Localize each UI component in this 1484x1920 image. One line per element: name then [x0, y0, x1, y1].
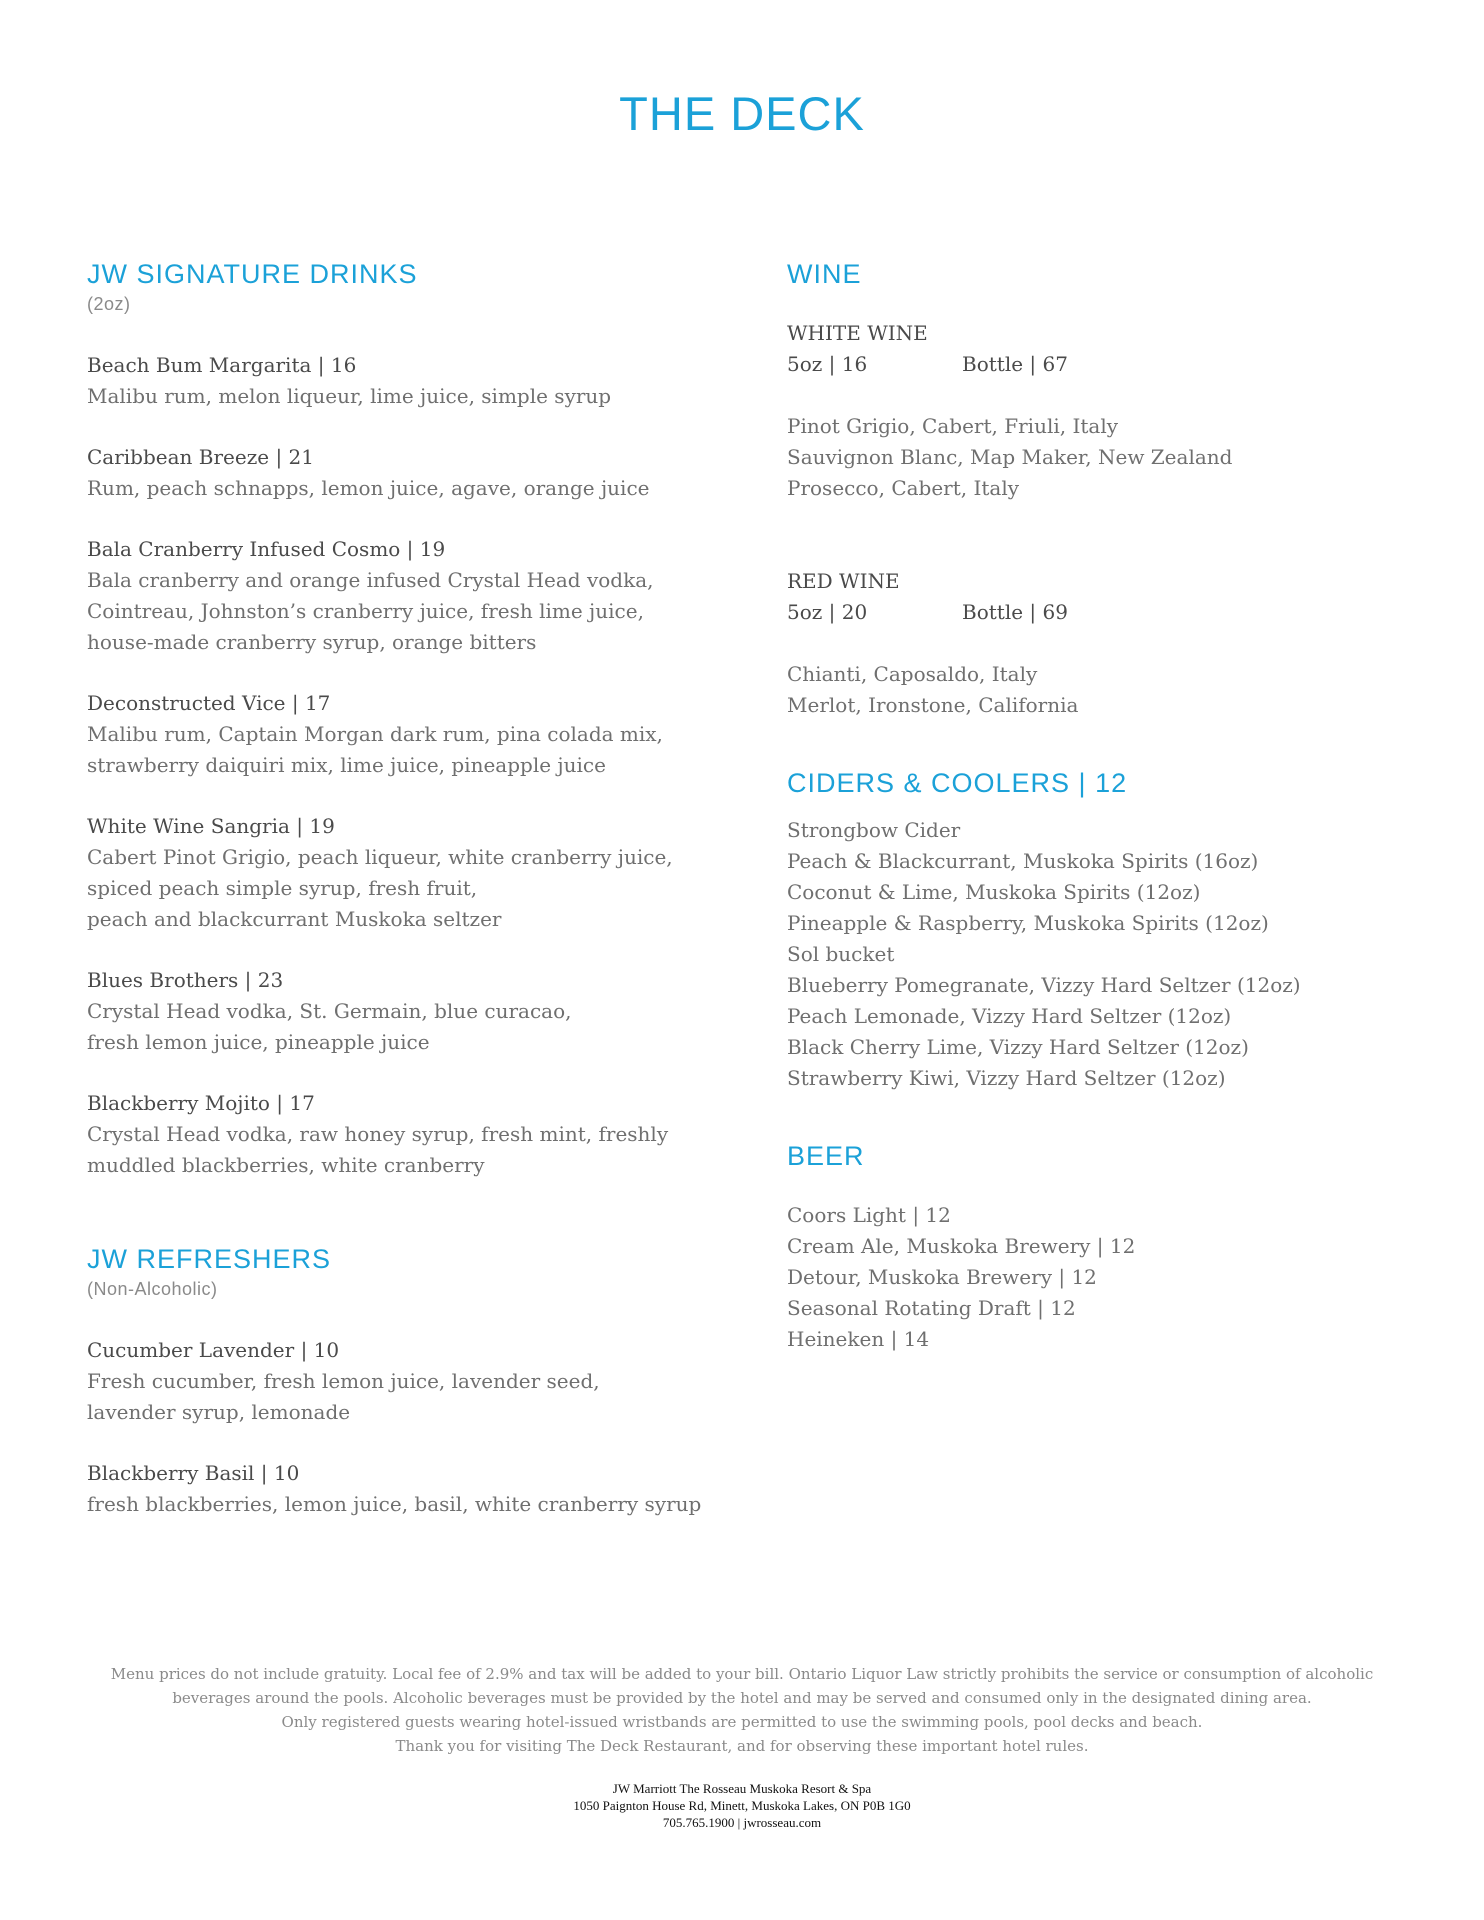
page-title: THE DECK: [619, 87, 865, 140]
item-name: Blackberry Basil | 10: [87, 1461, 300, 1485]
footer-line: Menu prices do not include gratuity. Local fee of 2.9% and tax will be added to your bill. Ontario Liquor Law strictly prohibits the service or consumption of alcoholic: [110, 1665, 1374, 1683]
left-column: [87, 256, 727, 1520]
address-line: 705.765.1900 | jwrosseau.com: [662, 1815, 822, 1830]
list-item: Blueberry Pomegranate, Vizzy Hard Seltzer (12oz): [787, 973, 1301, 997]
white-wine-heading: WHITE WINE: [787, 321, 928, 345]
list-item: Strawberry Kiwi, Vizzy Hard Seltzer (12oz): [787, 1066, 1226, 1090]
ciders-section: [787, 765, 1427, 1094]
address-line: 1050 Paignton House Rd, Minett, Muskoka Lakes, ON P0B 1G0: [573, 1798, 911, 1813]
menu-item: [87, 350, 727, 412]
list-item: Heineken | 14: [787, 1327, 930, 1351]
wine-section: [787, 256, 1427, 721]
list-item: Coors Light | 12: [787, 1203, 951, 1227]
item-description: Malibu rum, melon liqueur, lime juice, simple syrup: [87, 384, 612, 408]
item-name: Blackberry Mojito | 17: [87, 1091, 315, 1115]
item-description: Fresh cucumber, fresh lemon juice, lavender seed, lavender syrup, lemonade: [87, 1369, 600, 1424]
bottle-price: Bottle | 67: [962, 352, 1068, 376]
bottle-price: Bottle | 69: [962, 600, 1068, 624]
list-item: Coconut & Lime, Muskoka Spirits (12oz): [787, 880, 1201, 904]
glass-price: 5oz | 20: [787, 600, 868, 624]
menu-item: [87, 965, 727, 1058]
glass-price: 5oz | 16: [787, 352, 868, 376]
item-description: fresh blackberries, lemon juice, basil, white cranberry syrup: [87, 1492, 702, 1516]
list-item: Strongbow Cider: [787, 818, 961, 842]
list-item: Merlot, Ironstone, California: [787, 693, 1079, 717]
refreshers-section: [87, 1241, 727, 1520]
red-wine-heading: RED WINE: [787, 569, 900, 593]
footer-line: beverages around the pools. Alcoholic beverages must be provided by the hotel and may be served and consumed only in the designated dining area.: [172, 1689, 1312, 1707]
refreshers-subtitle: (Non-Alcoholic): [87, 1279, 218, 1299]
menu-item: [87, 1458, 727, 1520]
item-description: Cabert Pinot Grigio, peach liqueur, white cranberry juice, spiced peach simple syrup, fresh fruit, peach and blackcurrant Muskoka seltzer: [87, 845, 673, 931]
red-wine-list: [787, 659, 1427, 721]
ciders-title: CIDERS & COOLERS | 12: [787, 768, 1128, 798]
footer-notice: [0, 1662, 1484, 1758]
item-description: Crystal Head vodka, St. Germain, blue curacao, fresh lemon juice, pineapple juice: [87, 999, 572, 1054]
wine-title: WINE: [787, 259, 862, 289]
item-description: Malibu rum, Captain Morgan dark rum, pina colada mix, strawberry daiquiri mix, lime juice, pineapple juice: [87, 722, 663, 777]
item-name: White Wine Sangria | 19: [87, 814, 335, 838]
item-name: Bala Cranberry Infused Cosmo | 19: [87, 537, 446, 561]
red-wine-prices: [787, 597, 1427, 628]
item-name: Deconstructed Vice | 17: [87, 691, 331, 715]
refreshers-title: JW REFRESHERS: [87, 1244, 332, 1274]
white-wine-prices: [787, 349, 1427, 380]
list-item: Chianti, Caposaldo, Italy: [787, 662, 1038, 686]
menu-item: [87, 534, 727, 658]
list-item: Cream Ale, Muskoka Brewery | 12: [787, 1234, 1136, 1258]
address-line: JW Marriott The Rosseau Muskoka Resort & Spa: [612, 1781, 872, 1796]
menu-item: [87, 688, 727, 781]
list-item: Peach & Blackcurrant, Muskoka Spirits (16oz): [787, 849, 1259, 873]
signature-subtitle: (2oz): [87, 294, 131, 314]
beer-list: [787, 1200, 1427, 1355]
item-description: Crystal Head vodka, raw honey syrup, fresh mint, freshly muddled blackberries, white cranberry: [87, 1122, 669, 1177]
list-item: Peach Lemonade, Vizzy Hard Seltzer (12oz): [787, 1004, 1232, 1028]
beer-title: BEER: [787, 1141, 865, 1171]
menu-item: [87, 1335, 727, 1428]
item-description: Rum, peach schnapps, lemon juice, agave, orange juice: [87, 476, 650, 500]
item-name: Cucumber Lavender | 10: [87, 1338, 340, 1362]
signature-title: JW SIGNATURE DRINKS: [87, 259, 418, 289]
list-item: Pineapple & Raspberry, Muskoka Spirits (12oz): [787, 911, 1269, 935]
item-name: Blues Brothers | 23: [87, 968, 284, 992]
list-item: Black Cherry Lime, Vizzy Hard Seltzer (12oz): [787, 1035, 1249, 1059]
footer-line: Thank you for visiting The Deck Restaurant, and for observing these important hotel rules.: [395, 1737, 1089, 1755]
menu-item: [87, 811, 727, 935]
right-column: [787, 256, 1427, 1355]
white-wine-list: [787, 411, 1427, 504]
menu-item: [87, 442, 727, 504]
beer-section: [787, 1138, 1427, 1355]
ciders-list: [787, 815, 1427, 1094]
list-item: Detour, Muskoka Brewery | 12: [787, 1265, 1097, 1289]
item-name: Beach Bum Margarita | 16: [87, 353, 357, 377]
menu-item: [87, 1088, 727, 1181]
list-item: Seasonal Rotating Draft | 12: [787, 1296, 1076, 1320]
signature-section: [87, 256, 727, 1181]
list-item: Sol bucket: [787, 942, 895, 966]
list-item: Pinot Grigio, Cabert, Friuli, Italy: [787, 414, 1119, 438]
item-name: Caribbean Breeze | 21: [87, 445, 314, 469]
list-item: Prosecco, Cabert, Italy: [787, 476, 1020, 500]
footer-line: Only registered guests wearing hotel-issued wristbands are permitted to use the swimming pools, pool decks and beach.: [281, 1713, 1203, 1731]
list-item: Sauvignon Blanc, Map Maker, New Zealand: [787, 445, 1233, 469]
item-description: Bala cranberry and orange infused Crystal Head vodka, Cointreau, Johnston’s cranberry juice, fresh lime juice, house-made cranberry syrup, orange bitters: [87, 568, 654, 654]
address-block: [0, 1780, 1484, 1831]
